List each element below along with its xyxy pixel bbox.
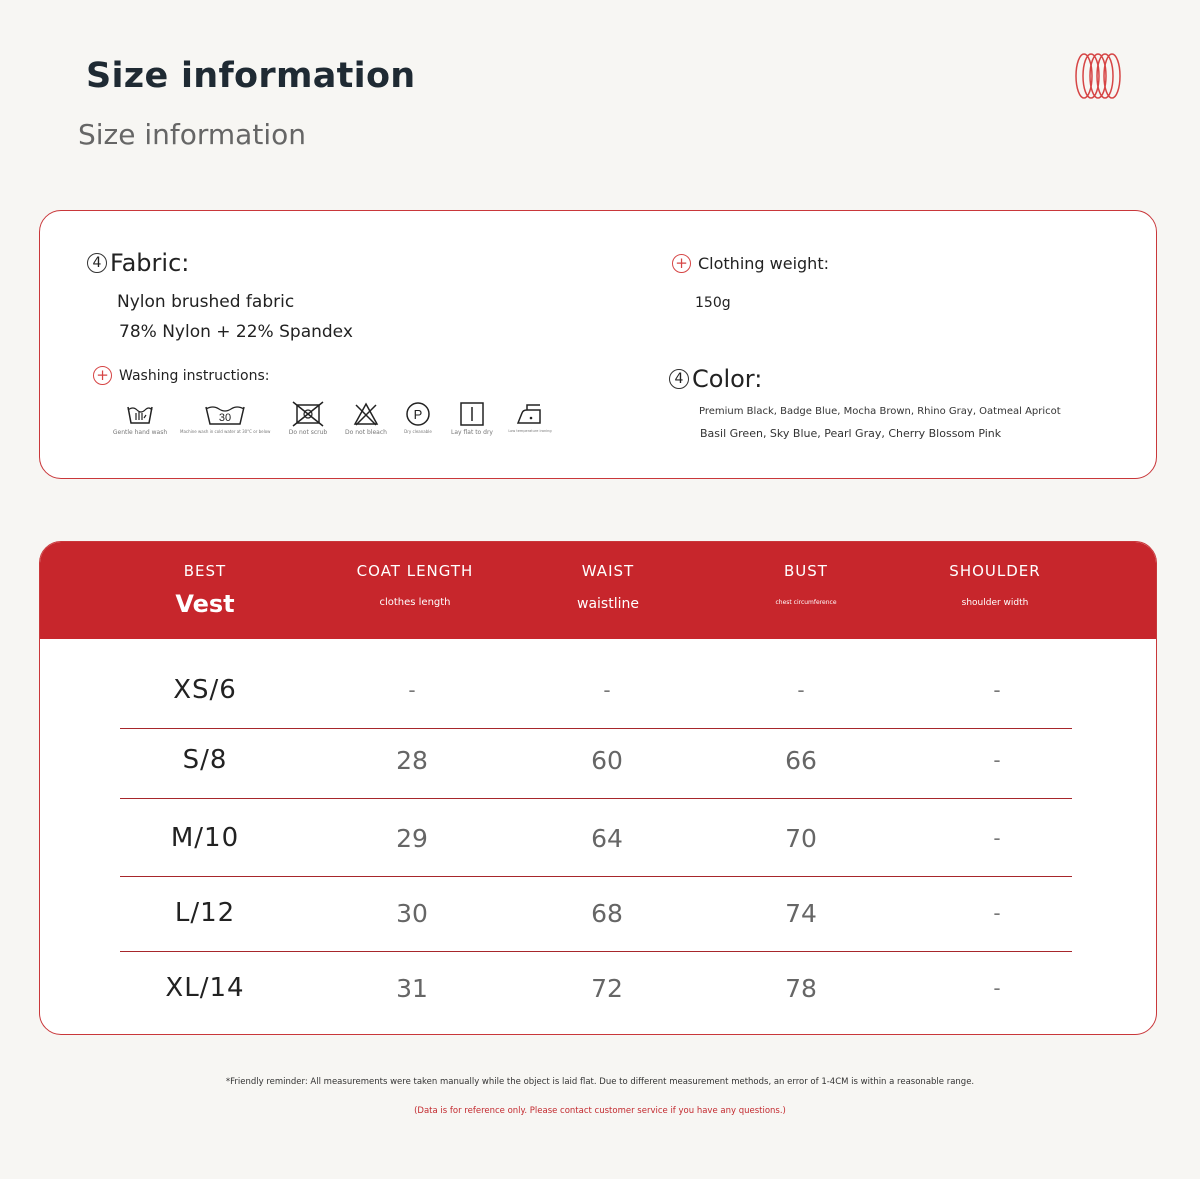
- product-info-card: [39, 210, 1157, 479]
- wash-caption: Do not scrub: [288, 429, 328, 436]
- wash-caption: Machine wash in cold water at 30°C or below: [180, 429, 271, 434]
- wash-caption: Low temperature ironing: [508, 429, 552, 433]
- wash-caption: Dry cleanable: [404, 429, 432, 434]
- page-title: Size information: [86, 56, 416, 96]
- header-sub: shoulder width: [961, 598, 1029, 608]
- shoulder-value: -: [993, 748, 1001, 772]
- coat-length-value: -: [408, 678, 416, 702]
- fabric-heading: [87, 249, 189, 277]
- header-en: WAIST: [581, 562, 635, 580]
- shoulder-value: -: [993, 678, 1001, 702]
- red-rings-icon: [1072, 50, 1124, 102]
- plus-circle-icon: +: [93, 366, 112, 385]
- table-row: [120, 950, 1072, 1027]
- size-table: [39, 541, 1157, 1035]
- shoulder-value: -: [993, 976, 1001, 1000]
- do-not-scrub-icon: [280, 401, 336, 436]
- wash-temp-label: 30: [218, 412, 232, 424]
- size-label: XL/14: [165, 973, 245, 1003]
- coat-length-value: 31: [396, 974, 428, 1003]
- bust-value: 74: [785, 899, 817, 928]
- header-coat-length: [320, 542, 510, 639]
- table-row: [120, 875, 1072, 952]
- header-en: SHOULDER: [949, 562, 1041, 580]
- wash-caption: Lay flat to dry: [451, 429, 493, 436]
- size-table-header: [40, 542, 1156, 639]
- machine-wash-30-icon: [180, 401, 270, 434]
- header-sub: clothes length: [379, 597, 451, 608]
- table-row: [120, 800, 1072, 877]
- table-row: [120, 722, 1072, 799]
- bust-value: 70: [785, 824, 817, 853]
- coat-length-value: 28: [396, 746, 428, 775]
- header-waist: [513, 542, 703, 639]
- header-best: [110, 542, 300, 639]
- fabric-heading-label: Fabric:: [110, 249, 190, 277]
- washing-heading: [93, 366, 270, 385]
- header-sub: waistline: [577, 596, 639, 612]
- color-heading-label: Color:: [692, 365, 763, 393]
- shoulder-value: -: [993, 901, 1001, 925]
- reference-disclaimer: (Data is for reference only. Please contact customer service if you have any questions.): [414, 1106, 786, 1116]
- size-label: XS/6: [173, 675, 237, 705]
- lay-flat-dry-icon: [444, 401, 500, 436]
- plus-circle-icon: +: [672, 254, 691, 273]
- waist-value: -: [603, 678, 611, 702]
- fabric-composition: 78% Nylon + 22% Spandex: [119, 322, 353, 342]
- fabric-type: Nylon brushed fabric: [117, 292, 295, 312]
- waist-value: 72: [591, 974, 623, 1003]
- header-bust: [711, 542, 901, 639]
- dry-clean-icon: [392, 401, 444, 434]
- size-label: M/10: [170, 823, 240, 853]
- circled-number-marker: 4: [669, 369, 689, 389]
- header-sub: Vest: [175, 590, 235, 618]
- gentle-hand-wash-icon: [110, 401, 170, 436]
- wash-caption: Do not bleach: [345, 429, 387, 436]
- circled-number-marker: 4: [87, 253, 107, 273]
- header-shoulder: [900, 542, 1090, 639]
- washing-heading-label: Washing instructions:: [119, 367, 270, 384]
- dry-clean-letter: P: [413, 407, 423, 422]
- shoulder-value: -: [993, 826, 1001, 850]
- table-row: [120, 652, 1072, 729]
- waist-value: 64: [591, 824, 623, 853]
- header-sub: chest circumference: [775, 599, 837, 606]
- waist-value: 68: [591, 899, 623, 928]
- size-label: L/12: [174, 898, 236, 928]
- low-temp-iron-icon: [502, 401, 558, 433]
- weight-value: 150g: [695, 295, 731, 311]
- do-not-bleach-icon: [338, 401, 394, 436]
- bust-value: 78: [785, 974, 817, 1003]
- color-heading: [669, 365, 762, 393]
- color-list-line2: Basil Green, Sky Blue, Pearl Gray, Cherry Blossom Pink: [700, 427, 1002, 440]
- weight-heading-label: Clothing weight:: [698, 254, 829, 273]
- bust-value: -: [797, 678, 805, 702]
- coat-length-value: 30: [396, 899, 428, 928]
- size-label: S/8: [182, 745, 228, 775]
- waist-value: 60: [591, 746, 623, 775]
- header-en: COAT LENGTH: [356, 562, 474, 580]
- page-subtitle: Size information: [78, 118, 306, 151]
- coat-length-value: 29: [396, 824, 428, 853]
- color-list-line1: Premium Black, Badge Blue, Mocha Brown, Rhino Gray, Oatmeal Apricot: [699, 406, 1061, 417]
- row-divider: [120, 798, 1072, 800]
- wash-caption: Gentle hand wash: [112, 429, 168, 436]
- header-en: BUST: [784, 562, 828, 580]
- measurement-reminder: *Friendly reminder: All measurements were taken manually while the object is laid flat. Due to different measurement methods, an error of 1-4CM is within a reasonable range.: [225, 1077, 975, 1087]
- bust-value: 66: [785, 746, 817, 775]
- header-en: BEST: [183, 562, 227, 580]
- weight-heading: [672, 254, 829, 273]
